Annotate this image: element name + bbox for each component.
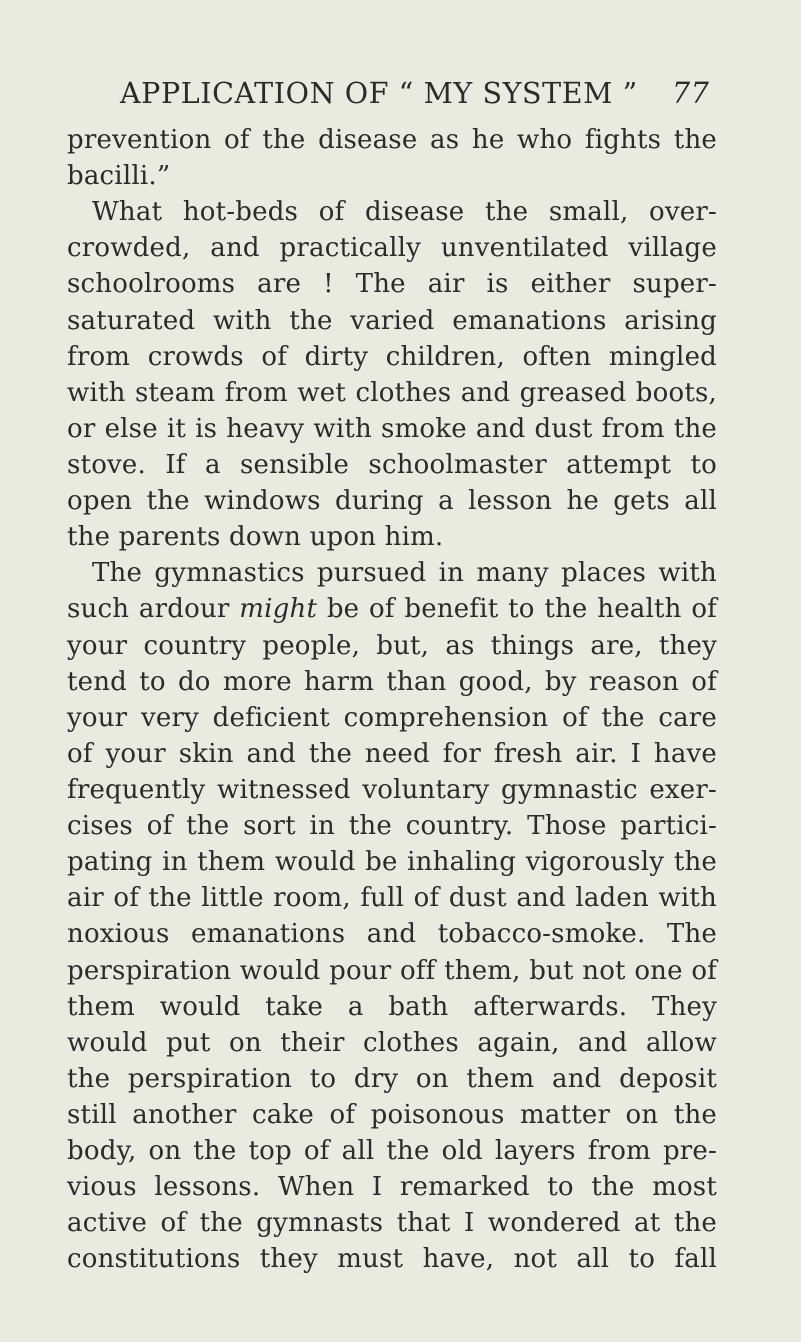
text-line: them would take a bath afterwards. They — [67, 991, 717, 1022]
text-line: The gymnastics pursued in many places with — [92, 558, 717, 589]
text-line: the parents down upon him. — [67, 522, 444, 553]
text-line: constitutions they must have, not all to fall — [67, 1244, 717, 1275]
text-line: What hot-beds of disease the small, over- — [92, 197, 717, 228]
page-number: 77 — [672, 77, 710, 110]
text-line: prevention of the disease as he who fights the — [67, 125, 717, 155]
text-line: noxious emanations and tobacco-smoke. The — [67, 919, 717, 950]
body-text — [67, 122, 717, 1278]
text-line: from crowds of dirty children, often mingled — [67, 341, 717, 372]
text-line: active of the gymnasts that I wondered at the — [67, 1208, 717, 1239]
text-line: would put on their clothes again, and allow — [67, 1027, 717, 1058]
text-segment: be of benefit to the health of — [317, 594, 717, 625]
emphasized-word: might — [239, 594, 318, 625]
text-line: frequently witnessed voluntary gymnastic exer- — [67, 774, 717, 805]
text-line: stove. If a sensible schoolmaster attempt to — [67, 449, 717, 480]
text-line: open the windows during a lesson he gets all — [67, 486, 717, 517]
running-head — [120, 74, 720, 114]
text-line: body, on the top of all the old layers from pre- — [67, 1136, 717, 1167]
text-line: still another cake of poisonous matter on the — [67, 1099, 717, 1130]
text-line: your country people, but, as things are, they — [67, 630, 717, 661]
text-line: schoolrooms are ! The air is either super- — [67, 269, 717, 300]
text-line: bacilli.” — [67, 161, 171, 192]
text-line: the perspiration to dry on them and deposit — [67, 1063, 717, 1094]
text-segment: such ardour — [67, 594, 240, 625]
text-line: cises of the sort in the country. Those partici- — [67, 811, 717, 842]
text-line: saturated with the varied emanations arising — [67, 305, 717, 336]
text-line: pating in them would be inhaling vigorously the — [67, 847, 717, 878]
text-line: of your skin and the need for fresh air. I have — [67, 738, 717, 769]
text-line: or else it is heavy with smoke and dust from the — [67, 413, 717, 444]
text-line — [67, 591, 717, 627]
text-line: air of the little room, full of dust and laden with — [67, 883, 717, 914]
text-line: perspiration would pour off them, but not one of — [67, 955, 717, 986]
text-line: your very deficient comprehension of the care — [67, 702, 717, 733]
text-line: tend to do more harm than good, by reason of — [67, 666, 717, 697]
text-line: with steam from wet clothes and greased boots, — [67, 377, 717, 408]
text-line: crowded, and practically unventilated village — [67, 233, 717, 264]
running-head-title: APPLICATION OF “ MY SYSTEM ” — [120, 77, 638, 110]
text-line: vious lessons. When I remarked to the most — [67, 1172, 717, 1203]
